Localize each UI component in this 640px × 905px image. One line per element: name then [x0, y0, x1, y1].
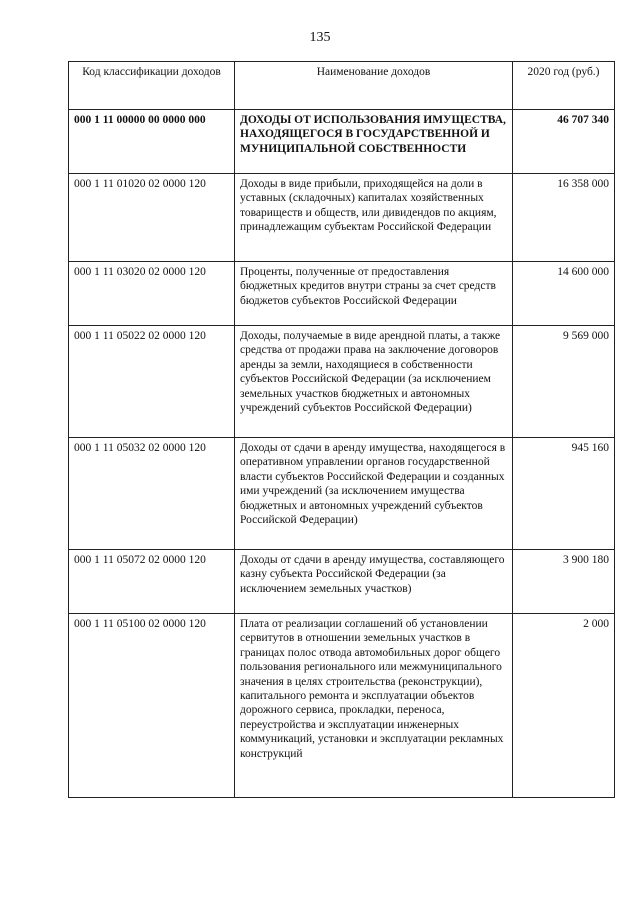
- row-code: 000 1 11 01020 02 0000 120: [69, 174, 235, 262]
- table-row: [69, 550, 615, 614]
- row-code: 000 1 11 03020 02 0000 120: [69, 262, 235, 326]
- row-code: 000 1 11 05072 02 0000 120: [69, 550, 235, 614]
- row-name: ДОХОДЫ ОТ ИСПОЛЬЗОВАНИЯ ИМУЩЕСТВА, НАХОДЯЩЕГОСЯ В ГОСУДАРСТВЕННОЙ И МУНИЦИПАЛЬНОЙ СОБСТВЕННОСТИ: [235, 110, 513, 174]
- table-row: [69, 326, 615, 438]
- table-row: [69, 174, 615, 262]
- row-name: Доходы от сдачи в аренду имущества, находящегося в оперативном управлении органов государственной власти субъектов Российской Федерации и созданных ими учреждений (за исключением имущества бюджетных и автономных учреждений субъектов Российской Федерации): [235, 438, 513, 550]
- row-amount: 3 900 180: [513, 550, 615, 614]
- header-name: Наименование доходов: [235, 62, 513, 110]
- header-amount: 2020 год (руб.): [513, 62, 615, 110]
- row-amount: 2 000: [513, 614, 615, 798]
- page-number: 135: [309, 30, 331, 45]
- revenue-table: [68, 61, 615, 798]
- row-code: 000 1 11 05022 02 0000 120: [69, 326, 235, 438]
- table-header-row: [69, 62, 615, 110]
- header-code: Код классификации доходов: [69, 62, 235, 110]
- row-code: 000 1 11 00000 00 0000 000: [69, 110, 235, 174]
- row-amount: 46 707 340: [513, 110, 615, 174]
- row-amount: 9 569 000: [513, 326, 615, 438]
- table-row: [69, 614, 615, 798]
- row-name: Доходы от сдачи в аренду имущества, составляющего казну субъекта Российской Федерации (за исключением земельных участков): [235, 550, 513, 614]
- row-code: 000 1 11 05100 02 0000 120: [69, 614, 235, 798]
- table-row: [69, 438, 615, 550]
- row-name: Доходы в виде прибыли, приходящейся на доли в уставных (складочных) капиталах хозяйственных товариществ и обществ, или дивидендов по акциям, принадлежащим субъектам Российской Федерации: [235, 174, 513, 262]
- row-name: Доходы, получаемые в виде арендной платы, а также средства от продажи права на заключение договоров аренды за земли, находящиеся в собственности субъектов Российской Федерации (за исключением земельных участков бюджетных и автономных учреждений субъектов Российской Федерации): [235, 326, 513, 438]
- row-amount: 16 358 000: [513, 174, 615, 262]
- table-row: [69, 262, 615, 326]
- row-name: Плата от реализации соглашений об установлении сервитутов в отношении земельных участков в границах полос отвода автомобильных дорог общего пользования регионального или межмуниципального значения в целях строительства (реконструкции), капитального ремонта и эксплуатации объектов дорожного сервиса, прокладки, переноса, переустройства и эксплуатации инженерных коммуникаций, установки и эксплуатации рекламных конструкций: [235, 614, 513, 798]
- row-amount: 945 160: [513, 438, 615, 550]
- row-amount: 14 600 000: [513, 262, 615, 326]
- row-code: 000 1 11 05032 02 0000 120: [69, 438, 235, 550]
- row-name: Проценты, полученные от предоставления бюджетных кредитов внутри страны за счет средств бюджетов субъектов Российской Федерации: [235, 262, 513, 326]
- table-row: [69, 110, 615, 174]
